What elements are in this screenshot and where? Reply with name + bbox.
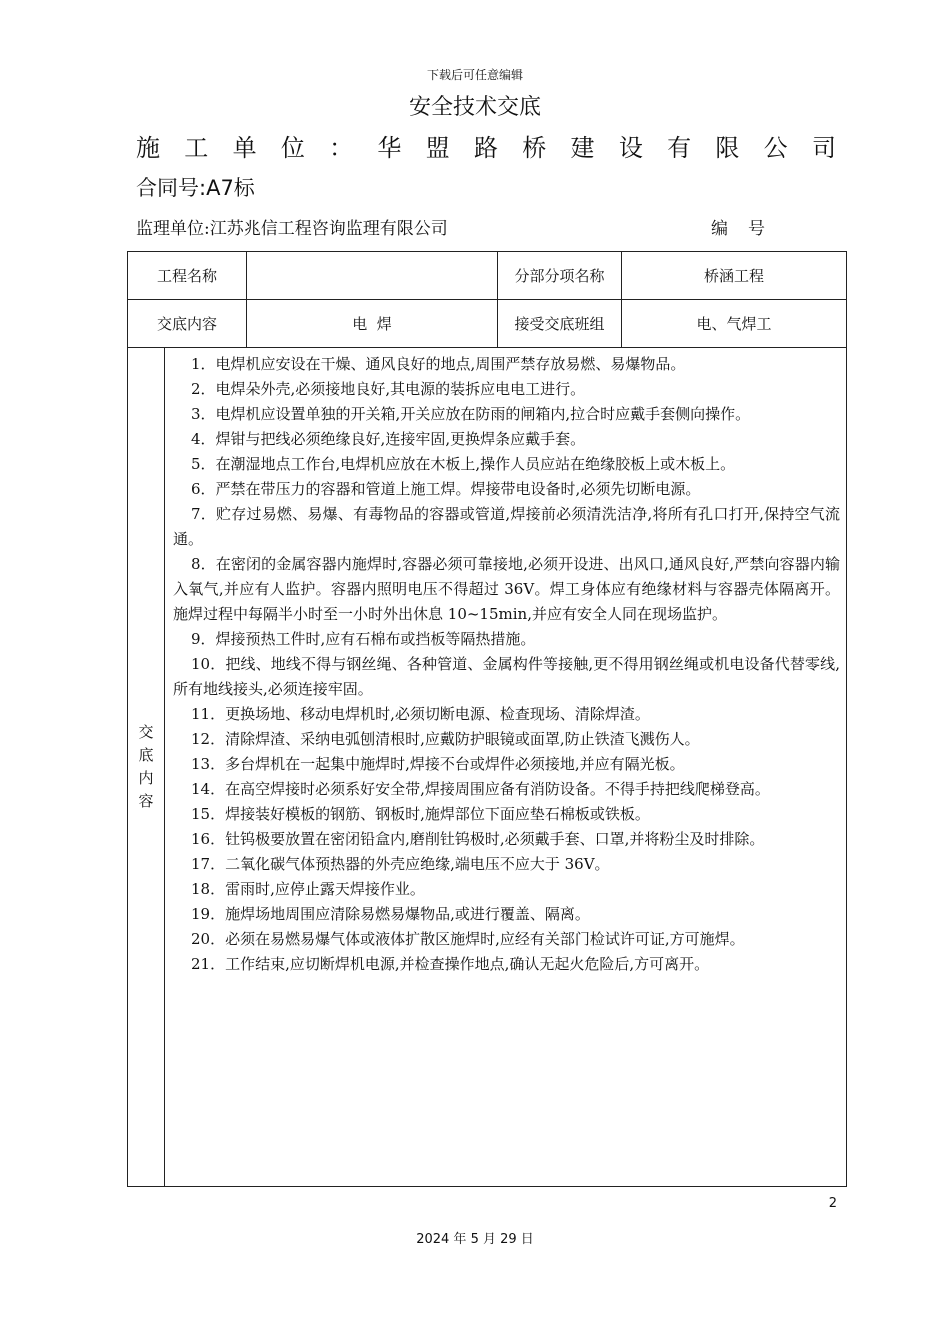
contract-number: 合同号:A7标: [136, 176, 255, 200]
list-item: 6．严禁在带压力的容器和管道上施工焊。焊接带电设备时,必须先切断电源。: [191, 480, 701, 498]
unit-char: 工: [184, 134, 211, 162]
unit-char: 施: [136, 134, 162, 162]
list-item: 7．贮存过易燃、易爆、有毒物品的容器或管道,焊接前必须清洗洁净,将所有孔口打开,保持空气流通。: [173, 505, 841, 548]
list-item: 14．在高空焊接时必须系好安全带,焊接周围应备有消防设备。不得手持把线爬梯登高。: [191, 780, 770, 798]
unit-char: 设: [618, 134, 645, 162]
unit-char: 建: [570, 134, 597, 162]
unit-char: ：: [329, 134, 356, 162]
list-item: 5．在潮湿地点工作台,电焊机应放在木板上,操作人员应站在绝缘胶板上或木板上。: [191, 455, 736, 473]
project-name-label: 工程名称: [128, 252, 247, 300]
list-item: 9．焊接预热工件时,应有石棉布或挡板等隔热措施。: [191, 630, 536, 648]
page-number: 2: [828, 1196, 837, 1211]
side-label-char: 内: [138, 769, 154, 787]
unit-char: 限: [715, 134, 742, 162]
table-row: [128, 348, 847, 1187]
side-label-char: 底: [138, 746, 154, 764]
unit-char: 盟: [425, 134, 452, 162]
list-item: 1．电焊机应安设在干燥、通风良好的地点,周围严禁存放易燃、易爆物品。: [191, 355, 686, 373]
unit-char: 位: [280, 134, 307, 162]
safety-items: [165, 348, 847, 1187]
list-item: 2．电焊朵外壳,必须接地良好,其电源的装拆应电电工进行。: [191, 380, 586, 398]
list-item: 17．二氧化碳气体预热器的外壳应绝缘,端电压不应大于 36V。: [191, 855, 610, 873]
list-item: 20．必须在易燃易爆气体或液体扩散区施焊时,应经有关部门检试许可证,方可施焊。: [191, 930, 745, 948]
project-name-value: [247, 252, 498, 300]
sub-item-value: 桥涵工程: [622, 252, 847, 300]
list-item: 15．焊接装好模板的钢筋、钢板时,施焊部位下面应垫石棉板或铁板。: [191, 805, 650, 823]
list-item: 11．更换场地、移动电焊机时,必须切断电源、检查现场、清除焊渣。: [191, 705, 650, 723]
list-item: 8．在密闭的金属容器内施焊时,容器必须可靠接地,必须开设进、出风口,通风良好,严禁向容器内输入氧气,并应有人监护。容器内照明电压不得超过 36V。焊工身体应有绝缘材料与容器壳体隔离开。施焊过程中每隔半小时至一小时外出休息 10~15min,并应有安全人同在现场监护。: [173, 555, 841, 623]
list-item: 16．钍钨极要放置在密闭铅盒内,磨削钍钨极时,必须戴手套、口罩,并将粉尘及时排除。: [191, 830, 765, 848]
supervision-unit: 监理单位:江苏兆信工程咨询监理有限公司: [136, 219, 448, 239]
header-note: 下载后可任意编辑: [426, 68, 523, 82]
unit-char: 路: [473, 134, 500, 162]
list-item: 21．工作结束,应切断焊机电源,并检查操作地点,确认无起火危险后,方可离开。: [191, 955, 710, 973]
table-row: [128, 252, 847, 300]
team-value: 电、气焊工: [622, 300, 847, 348]
list-item: 19．施焊场地周围应清除易燃易爆物品,或进行覆盖、隔离。: [191, 905, 590, 923]
content-value: 电 焊: [247, 300, 498, 348]
unit-char: 有: [667, 134, 694, 162]
unit-char: 华: [377, 134, 404, 162]
table-row: [128, 300, 847, 348]
content-label: 交底内容: [128, 300, 247, 348]
briefing-table: [127, 251, 847, 1187]
unit-char: 桥: [522, 134, 549, 162]
list-item: 10．把线、地线不得与钢丝绳、各种管道、金属构件等接触,更不得用钢丝绳或机电设备代替零线,所有地线接头,必须连接牢固。: [173, 655, 841, 698]
unit-char: 单: [232, 134, 259, 162]
side-label-char: 容: [138, 792, 154, 810]
footer-date: 2024 年 5 月 29 日: [416, 1232, 534, 1247]
side-label-char: 交: [138, 723, 154, 741]
unit-char: 公: [763, 134, 790, 162]
document-title: 安全技术交底: [408, 95, 541, 120]
list-item: 12．清除焊渣、采纳电弧刨清根时,应戴防护眼镜或面罩,防止铁渣飞溅伤人。: [191, 730, 700, 748]
list-item: 3．电焊机应设置单独的开关箱,开关应放在防雨的闸箱内,拉合时应戴手套侧向操作。: [191, 405, 751, 423]
team-label: 接受交底班组: [498, 300, 622, 348]
unit-char: 司: [811, 134, 838, 162]
construction-unit-line: [136, 128, 838, 163]
code-label: 编号: [711, 219, 785, 239]
sub-item-label: 分部分项名称: [498, 252, 622, 300]
content-side-label: [128, 348, 165, 1187]
list-item: 4．焊钳与把线必须绝缘良好,连接牢固,更换焊条应戴手套。: [191, 430, 586, 448]
list-item: 13．多台焊机在一起集中施焊时,焊接不台或焊件必须接地,并应有隔光板。: [191, 755, 685, 773]
list-item: 18．雷雨时,应停止露天焊接作业。: [191, 880, 425, 898]
